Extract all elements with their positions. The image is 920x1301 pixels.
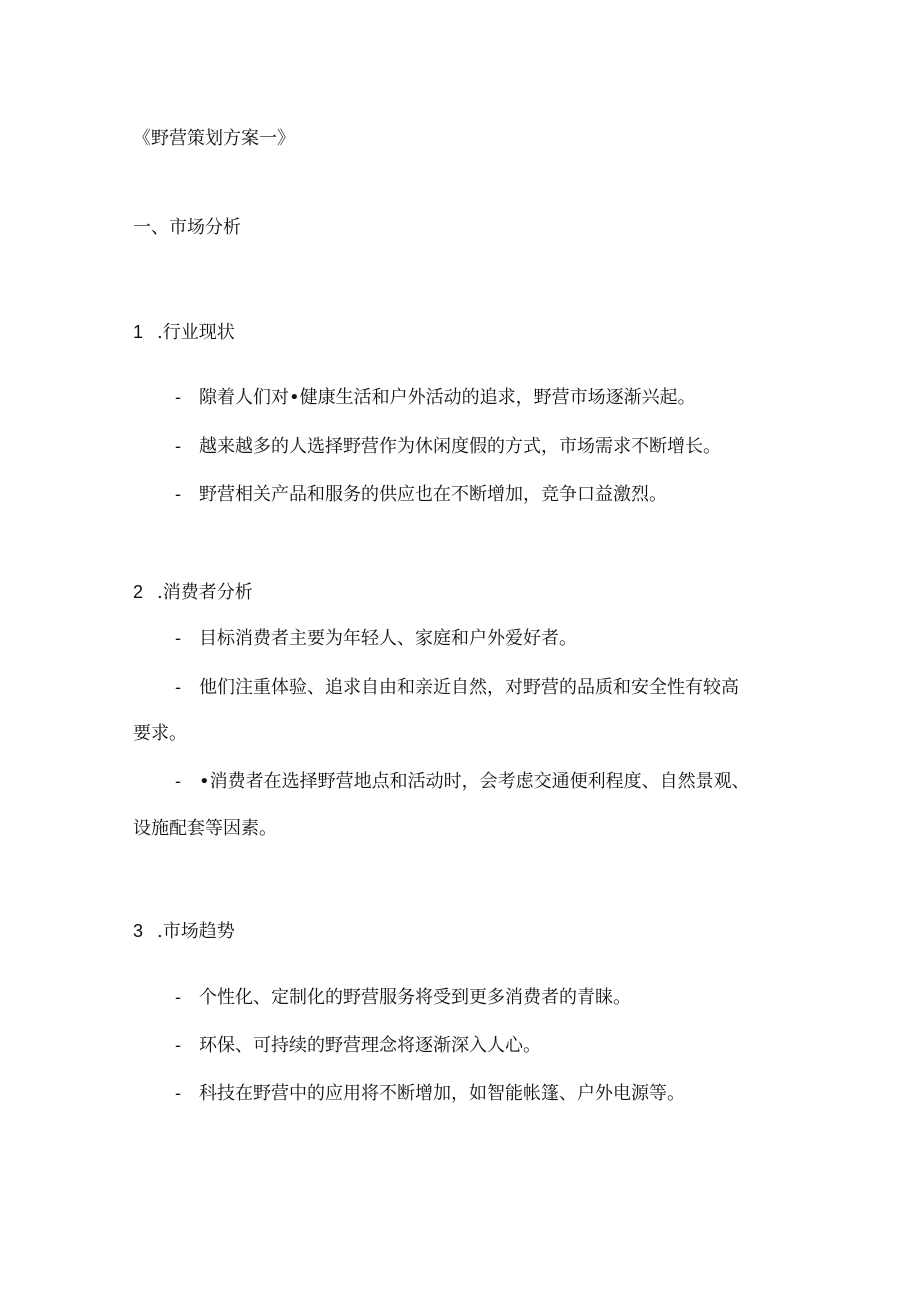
subsection-label: .行业现状 (157, 322, 235, 343)
list-item: - •消费者在选择野营地点和活动时，会考虑交通便利程度、自然景观、 (175, 771, 750, 792)
subsection-number: 2 (133, 582, 144, 602)
dash-bullet: - (175, 387, 182, 408)
dash-bullet: - (175, 628, 182, 649)
list-item: - 越来越多的人选择野营作为休闲度假的方式，市场需求不断增长。 (175, 436, 721, 457)
dash-bullet: - (175, 987, 182, 1008)
list-item: - 环保、可持续的野营理念将逐渐深入人心。 (175, 1035, 541, 1056)
list-item: - 隙着人们对•健康生活和户外活动的追求，野营市场逐渐兴起。 (175, 387, 696, 408)
subsection-label: .消费者分析 (157, 582, 253, 603)
dash-bullet: - (175, 771, 182, 792)
subsection-heading-1 (133, 320, 235, 345)
dash-bullet: - (175, 436, 182, 457)
subsection-label: .市场趋势 (157, 921, 235, 942)
dash-bullet: - (175, 484, 182, 505)
subsection-heading-3 (133, 919, 235, 944)
list-item-continuation: 设施配套等因素。 (133, 818, 277, 839)
list-item-continuation: 要求。 (133, 723, 187, 744)
dash-bullet: - (175, 1083, 182, 1104)
section-heading: 一、市场分析 (133, 217, 241, 238)
document-title: 《野营策划方案一》 (133, 128, 295, 149)
list-item: - 个性化、定制化的野营服务将受到更多消费者的青睐。 (175, 987, 631, 1008)
subsection-heading-2 (133, 580, 253, 605)
list-item: - 目标消费者主要为年轻人、家庭和户外爱好者。 (175, 628, 577, 649)
list-item: - 他们注重体验、追求自由和亲近自然，对野营的品质和安全性有较高 (175, 677, 739, 698)
subsection-number: 3 (133, 921, 144, 941)
list-item: - 野营相关产品和服务的供应也在不断增加，竞争口益激烈。 (175, 484, 667, 505)
subsection-number: 1 (133, 322, 144, 342)
dash-bullet: - (175, 1035, 182, 1056)
dash-bullet: - (175, 677, 182, 698)
list-item: - 科技在野营中的应用将不断增加，如智能帐篷、户外电源等。 (175, 1083, 685, 1104)
